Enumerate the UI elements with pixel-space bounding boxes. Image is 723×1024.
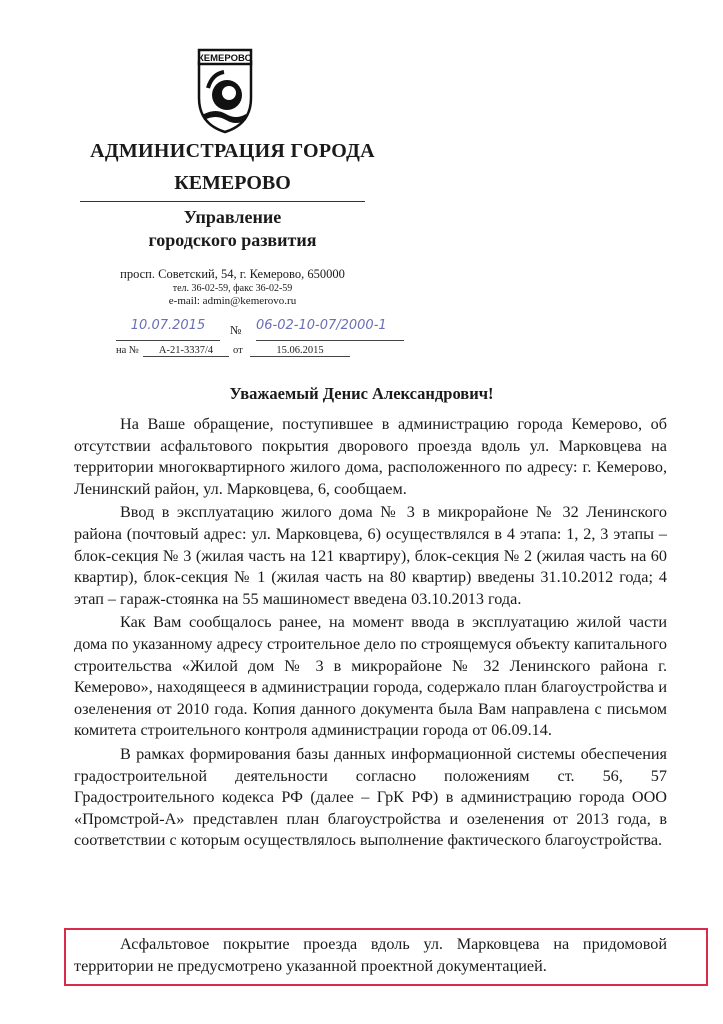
phone-fax: тел. 36-02-59, факс 36-02-59 — [172, 283, 293, 294]
emblem-label: КЕМЕРОВО — [198, 53, 252, 64]
reference-from-label: от — [233, 345, 243, 356]
paragraph: Ввод в эксплуатацию жилого дома № 3 в микрорайоне № 32 Ленинского района (почтовый адрес: ул. Марковцева, 6) осуществлялся в 4 этапа: 1, 2, 3 этапы – блок-секция № 3 (жилая часть на 121 квартиру), блок-секция № 2 (жилая часть на 60 квартир), блок-секция № 1 (жилая часть на 80 квартир) введены 31.10.2012 года; 4 этап – гараж-стоянка на 55 машиномест введена 03.10.2013 года. — [74, 503, 667, 608]
header-divider — [80, 201, 365, 202]
reference-number: А-21-3337/4 — [143, 345, 229, 357]
organization-name: АДМИНИСТРАЦИЯ ГОРОДА — [90, 140, 375, 162]
reference-date: 15.06.2015 — [250, 345, 350, 357]
coat-of-arms-icon — [196, 48, 254, 134]
reference-date-wrap — [250, 345, 350, 357]
department-name-line2: городского развития — [148, 230, 317, 250]
department-name-line1: Управление — [183, 207, 282, 227]
paragraph: В рамках формирования базы данных информационной системы обеспечения градостроительной деятельности согласно положениям ст. 56, 57 Градостроительного кодекса РФ (далее – ГрК РФ) в администрацию города ООО «Промстрой-А» представлен план благоустройства и озеленения от 2013 года, в соответствии с которым осуществлялось выполнение фактического благоустройства. — [74, 744, 667, 850]
highlighted-paragraph-wrap — [74, 934, 667, 977]
email-address: e-mail: admin@kemerovo.ru — [168, 295, 297, 307]
reference-label: на № — [116, 345, 139, 356]
outgoing-number: 06-02-10-07/2000-1 — [256, 318, 404, 341]
reference-number-wrap — [143, 345, 229, 357]
paragraph: На Ваше обращение, поступившее в администрацию города Кемерово, об отсутствии асфальтового покрытия дворового проезда вдоль ул. Марковцева на территории многоквартирного жилого дома, расположенного по адресу: г. Кемерово, Ленинский район, ул. Марковцева, 6, сообщаем. — [74, 415, 667, 498]
greeting: Уважаемый Денис Александрович! — [229, 384, 494, 403]
letter-body — [74, 414, 667, 852]
organization-city: КЕМЕРОВО — [174, 172, 291, 194]
highlighted-paragraph: Асфальтовое покрытие проезда вдоль ул. Марковцева на придомовой территории не предусмотрено указанной проектной документацией. — [74, 935, 667, 975]
paragraph: Как Вам сообщалось ранее, на момент ввода в эксплуатацию жилой части дома по указанному адресу строительное дело по строящемуся объекту капитального строительства «Жилой дом № 3 в микрорайоне № 32 Ленинского района г. Кемерово», находящееся в администрации города, содержало план благоустройства и озеленения от 2010 года. Копия данного документа была Вам направлена с письмом комитета строительного контроля администрации города от 06.09.14. — [74, 613, 667, 740]
postal-address: просп. Советский, 54, г. Кемерово, 650000 — [120, 267, 345, 281]
outgoing-number-label: № — [230, 323, 242, 337]
city-emblem — [196, 48, 254, 134]
outgoing-date: 10.07.2015 — [116, 318, 220, 341]
